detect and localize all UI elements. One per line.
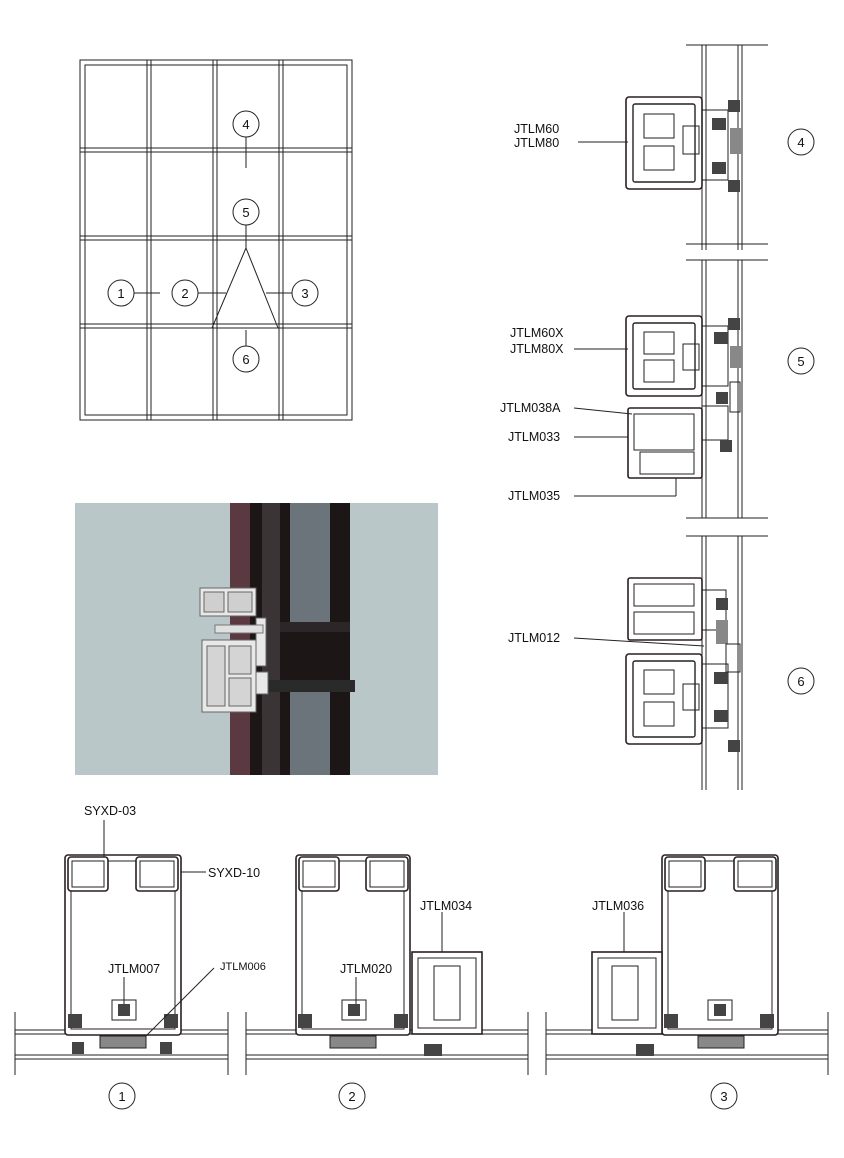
s5-label-jtlm035: JTLM035 <box>508 489 561 503</box>
elev-marker-3-text: 3 <box>301 286 309 301</box>
profile-render-image <box>75 503 438 775</box>
s5-label-jtlm038a: JTLM038A <box>500 401 561 415</box>
elev-marker-1-text: 1 <box>117 286 125 301</box>
elev-marker-2-text: 2 <box>181 286 189 301</box>
plan1-label-jtlm007: JTLM007 <box>108 962 161 976</box>
s6-label-jtlm012: JTLM012 <box>508 631 561 645</box>
elev-marker-4 <box>233 111 259 137</box>
plan3-marker: 3 <box>720 1089 728 1104</box>
elevation-grid <box>80 60 352 420</box>
plan2-label-jtlm034: JTLM034 <box>420 899 473 913</box>
plan3-label-jtlm036: JTLM036 <box>592 899 645 913</box>
s5-label-jtlm033: JTLM033 <box>508 430 561 444</box>
plan1-label-jtlm006: JTLM006 <box>220 961 266 973</box>
plan2-label-jtlm020: JTLM020 <box>340 962 393 976</box>
elev-marker-1 <box>108 280 134 306</box>
s4-marker: 4 <box>797 135 805 150</box>
elev-marker-3 <box>292 280 318 306</box>
elev-marker-4-text: 4 <box>242 117 250 132</box>
plan1-label-syxd03: SYXD-03 <box>84 804 137 818</box>
elev-marker-5-text: 5 <box>242 205 250 220</box>
section-5 <box>500 260 814 518</box>
elev-marker-6 <box>233 346 259 372</box>
s5-marker: 5 <box>797 354 805 369</box>
plan1-label-syxd10: SYXD-10 <box>208 866 261 880</box>
elev-marker-2 <box>172 280 198 306</box>
s6-marker: 6 <box>797 674 805 689</box>
section-4 <box>514 45 814 250</box>
elev-marker-6-text: 6 <box>242 352 250 367</box>
s5-label-jtlm60x: JTLM60X <box>510 326 564 340</box>
s5-label-jtlm80x: JTLM80X <box>510 342 564 356</box>
plan2-marker: 2 <box>348 1089 356 1104</box>
plan1-marker: 1 <box>118 1089 126 1104</box>
section-6 <box>508 536 814 790</box>
plan-1 <box>65 804 266 1109</box>
plan-3 <box>592 855 778 1109</box>
elev-marker-5 <box>233 199 259 225</box>
s4-label-jtlm80: JTLM80 <box>514 136 560 150</box>
s4-label-jtlm60: JTLM60 <box>514 122 560 136</box>
plan-2 <box>296 855 482 1109</box>
